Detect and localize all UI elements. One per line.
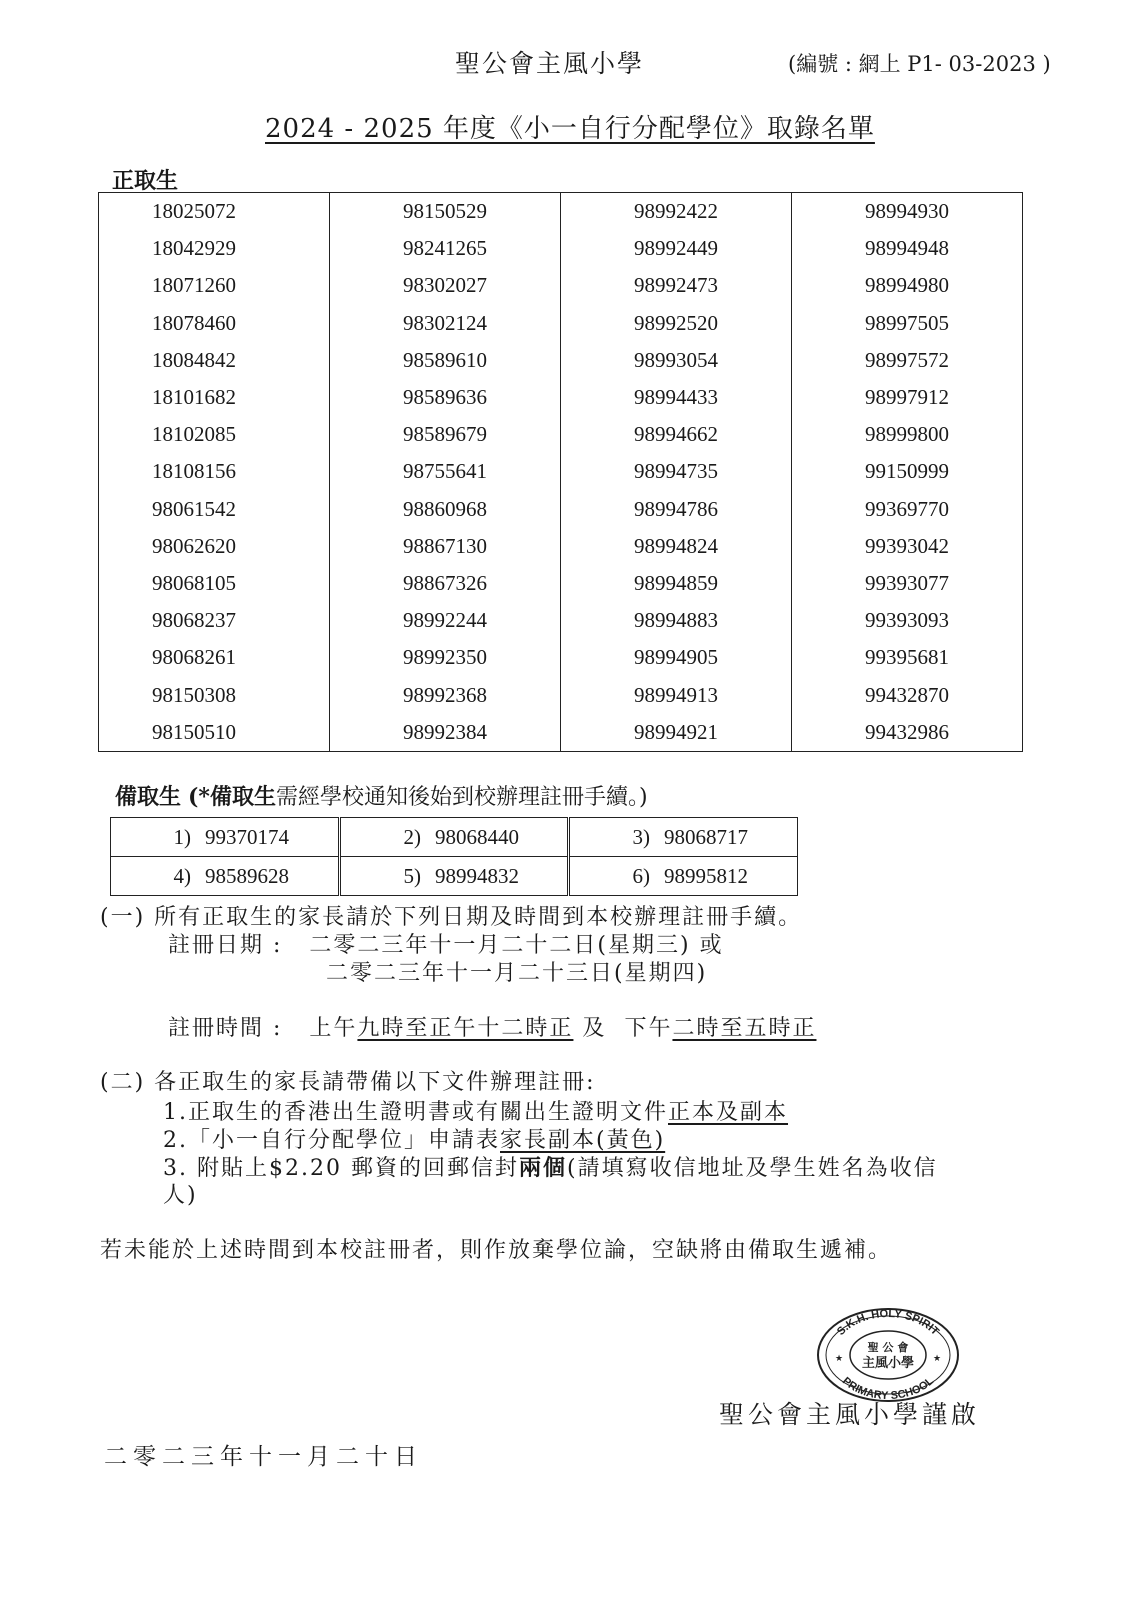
table-row xyxy=(99,491,1023,528)
table-row xyxy=(99,639,1023,676)
table-row xyxy=(99,602,1023,639)
table-cell: 3) 98068717 xyxy=(569,818,798,857)
table-cell: 98999800 xyxy=(792,416,1023,453)
table-cell: 98150308 xyxy=(152,682,236,707)
table-row xyxy=(99,528,1023,565)
table-cell: 98997912 xyxy=(792,379,1023,416)
registration-date-line2: 二零二三年十一月二十三日(星期四) xyxy=(326,961,708,986)
table-cell: 98994433 xyxy=(561,379,792,416)
table-cell: 98867130 xyxy=(330,528,561,565)
table-cell: 98150510 xyxy=(152,719,236,744)
section2-heading: (二) 各正取生的家長請帶備以下文件辦理註冊: xyxy=(100,1070,596,1095)
table-cell: 18078460 xyxy=(152,310,236,335)
table-cell: 18071260 xyxy=(152,273,236,298)
table-cell: 98992350 xyxy=(330,639,561,676)
table-cell: 98302027 xyxy=(330,267,561,304)
table-cell: 18101682 xyxy=(152,385,236,410)
table-cell: 98994913 xyxy=(561,676,792,713)
table-cell: 98241265 xyxy=(330,230,561,267)
table-row xyxy=(111,818,798,857)
table-cell: 98860968 xyxy=(330,491,561,528)
table-cell: 98994859 xyxy=(561,565,792,602)
table-cell: 98992368 xyxy=(330,676,561,713)
table-cell: 98994786 xyxy=(561,491,792,528)
table-cell: 98068237 xyxy=(152,608,236,633)
table-cell: 99393042 xyxy=(792,528,1023,565)
waitlist-label xyxy=(115,780,648,811)
table-cell: 18025072 xyxy=(152,199,236,224)
table-cell: 99150999 xyxy=(792,453,1023,490)
school-name: 聖公會主風小學 xyxy=(455,49,645,78)
table-row xyxy=(99,379,1023,416)
table-cell: 98997505 xyxy=(792,305,1023,342)
table-cell: 18102085 xyxy=(152,422,236,447)
signature: 聖公會主風小學謹啟 xyxy=(719,1400,981,1429)
waitlist-table xyxy=(110,817,798,896)
table-cell: 99393077 xyxy=(792,565,1023,602)
table-row xyxy=(99,453,1023,490)
formal-admission-table xyxy=(98,192,1023,752)
table-cell: 98992384 xyxy=(330,714,561,752)
table-cell: 98993054 xyxy=(561,342,792,379)
table-cell: 98150529 xyxy=(330,193,561,231)
table-row xyxy=(99,714,1023,752)
table-cell: 98992422 xyxy=(561,193,792,231)
waitlist-note: (*備取生需經學校通知後始到校辦理註冊手續。) xyxy=(188,784,648,810)
section1-heading: (一) 所有正取生的家長請於下列日期及時間到本校辦理註冊手續。 xyxy=(100,905,803,930)
table-cell: 98992449 xyxy=(561,230,792,267)
table-cell: 6) 98995812 xyxy=(569,857,798,896)
table-row xyxy=(99,267,1023,304)
table-cell: 98994883 xyxy=(561,602,792,639)
table-cell: 98992520 xyxy=(561,305,792,342)
document-title: 2024 - 2025 年度《小一自行分配學位》取錄名單 xyxy=(265,114,875,144)
waitlist-title: 備取生 xyxy=(115,784,182,810)
table-cell: 99393093 xyxy=(792,602,1023,639)
table-cell: 4) 98589628 xyxy=(111,857,340,896)
table-cell: 99432986 xyxy=(792,714,1023,752)
table-cell: 99395681 xyxy=(792,639,1023,676)
svg-text:聖 公 會: 聖 公 會 xyxy=(867,1341,909,1354)
table-cell: 98994662 xyxy=(561,416,792,453)
table-cell: 98994930 xyxy=(792,193,1023,231)
document-item-1: 1.正取生的香港出生證明書或有關出生證明文件正本及副本 xyxy=(163,1100,789,1125)
reference-number: (編號 : 網上 P1- 03-2023 ) xyxy=(788,52,1051,76)
table-cell: 99432870 xyxy=(792,676,1023,713)
svg-text:S.K.H. HOLY SPIRIT: S.K.H. HOLY SPIRIT xyxy=(834,1307,942,1338)
table-cell: 98997572 xyxy=(792,342,1023,379)
table-cell: 98994921 xyxy=(561,714,792,752)
table-row xyxy=(99,565,1023,602)
table-cell: 98068261 xyxy=(152,645,236,670)
table-cell: 98302124 xyxy=(330,305,561,342)
svg-text:PRIMARY SCHOOL: PRIMARY SCHOOL xyxy=(839,1375,937,1403)
table-cell: 18108156 xyxy=(152,459,236,484)
table-row xyxy=(99,305,1023,342)
table-cell: 98867326 xyxy=(330,565,561,602)
table-row xyxy=(111,857,798,896)
table-row xyxy=(99,230,1023,267)
table-row xyxy=(99,416,1023,453)
school-seal xyxy=(813,1305,963,1405)
closing-note: 若未能於上述時間到本校註冊者，則作放棄學位論，空缺將由備取生遞補。 xyxy=(100,1238,893,1263)
table-row xyxy=(99,676,1023,713)
table-cell: 98589610 xyxy=(330,342,561,379)
document-item-3-cont: 人) xyxy=(163,1183,198,1208)
table-cell: 98994824 xyxy=(561,528,792,565)
svg-text:★: ★ xyxy=(835,1354,844,1364)
registration-date-line1: 註冊日期 : 二零二三年十一月二十二日(星期三) 或 xyxy=(168,933,724,958)
table-cell: 98994905 xyxy=(561,639,792,676)
table-cell: 98589636 xyxy=(330,379,561,416)
table-cell: 18042929 xyxy=(152,236,236,261)
table-cell: 98992244 xyxy=(330,602,561,639)
table-cell: 99369770 xyxy=(792,491,1023,528)
document-item-2: 2.「小一自行分配學位」申請表家長副本(黃色) xyxy=(163,1128,666,1153)
table-cell: 1) 99370174 xyxy=(111,818,340,857)
table-cell: 18084842 xyxy=(152,347,236,372)
table-cell: 98755641 xyxy=(330,453,561,490)
table-cell: 98994980 xyxy=(792,267,1023,304)
table-cell: 98992473 xyxy=(561,267,792,304)
registration-time: 註冊時間 : 上午九時至正午十二時正 及 下午二時至五時正 xyxy=(168,1016,817,1041)
table-cell: 98068105 xyxy=(152,570,236,595)
table-cell: 98062620 xyxy=(152,533,236,558)
table-cell: 5) 98994832 xyxy=(340,857,569,896)
formal-admission-label: 正取生 xyxy=(112,168,179,194)
table-row xyxy=(99,342,1023,379)
table-cell: 98061542 xyxy=(152,496,236,521)
table-cell: 2) 98068440 xyxy=(340,818,569,857)
svg-text:主風小學: 主風小學 xyxy=(861,1356,915,1371)
document-item-3: 3. 附貼上$2.20 郵資的回郵信封兩個(請填寫收信地址及學生姓名為收信 xyxy=(163,1155,938,1181)
issue-date: 二零二三年十一月二十日 xyxy=(104,1444,423,1470)
table-cell: 98994948 xyxy=(792,230,1023,267)
table-row xyxy=(99,193,1023,231)
table-cell: 98994735 xyxy=(561,453,792,490)
svg-text:★: ★ xyxy=(933,1354,942,1364)
table-cell: 98589679 xyxy=(330,416,561,453)
